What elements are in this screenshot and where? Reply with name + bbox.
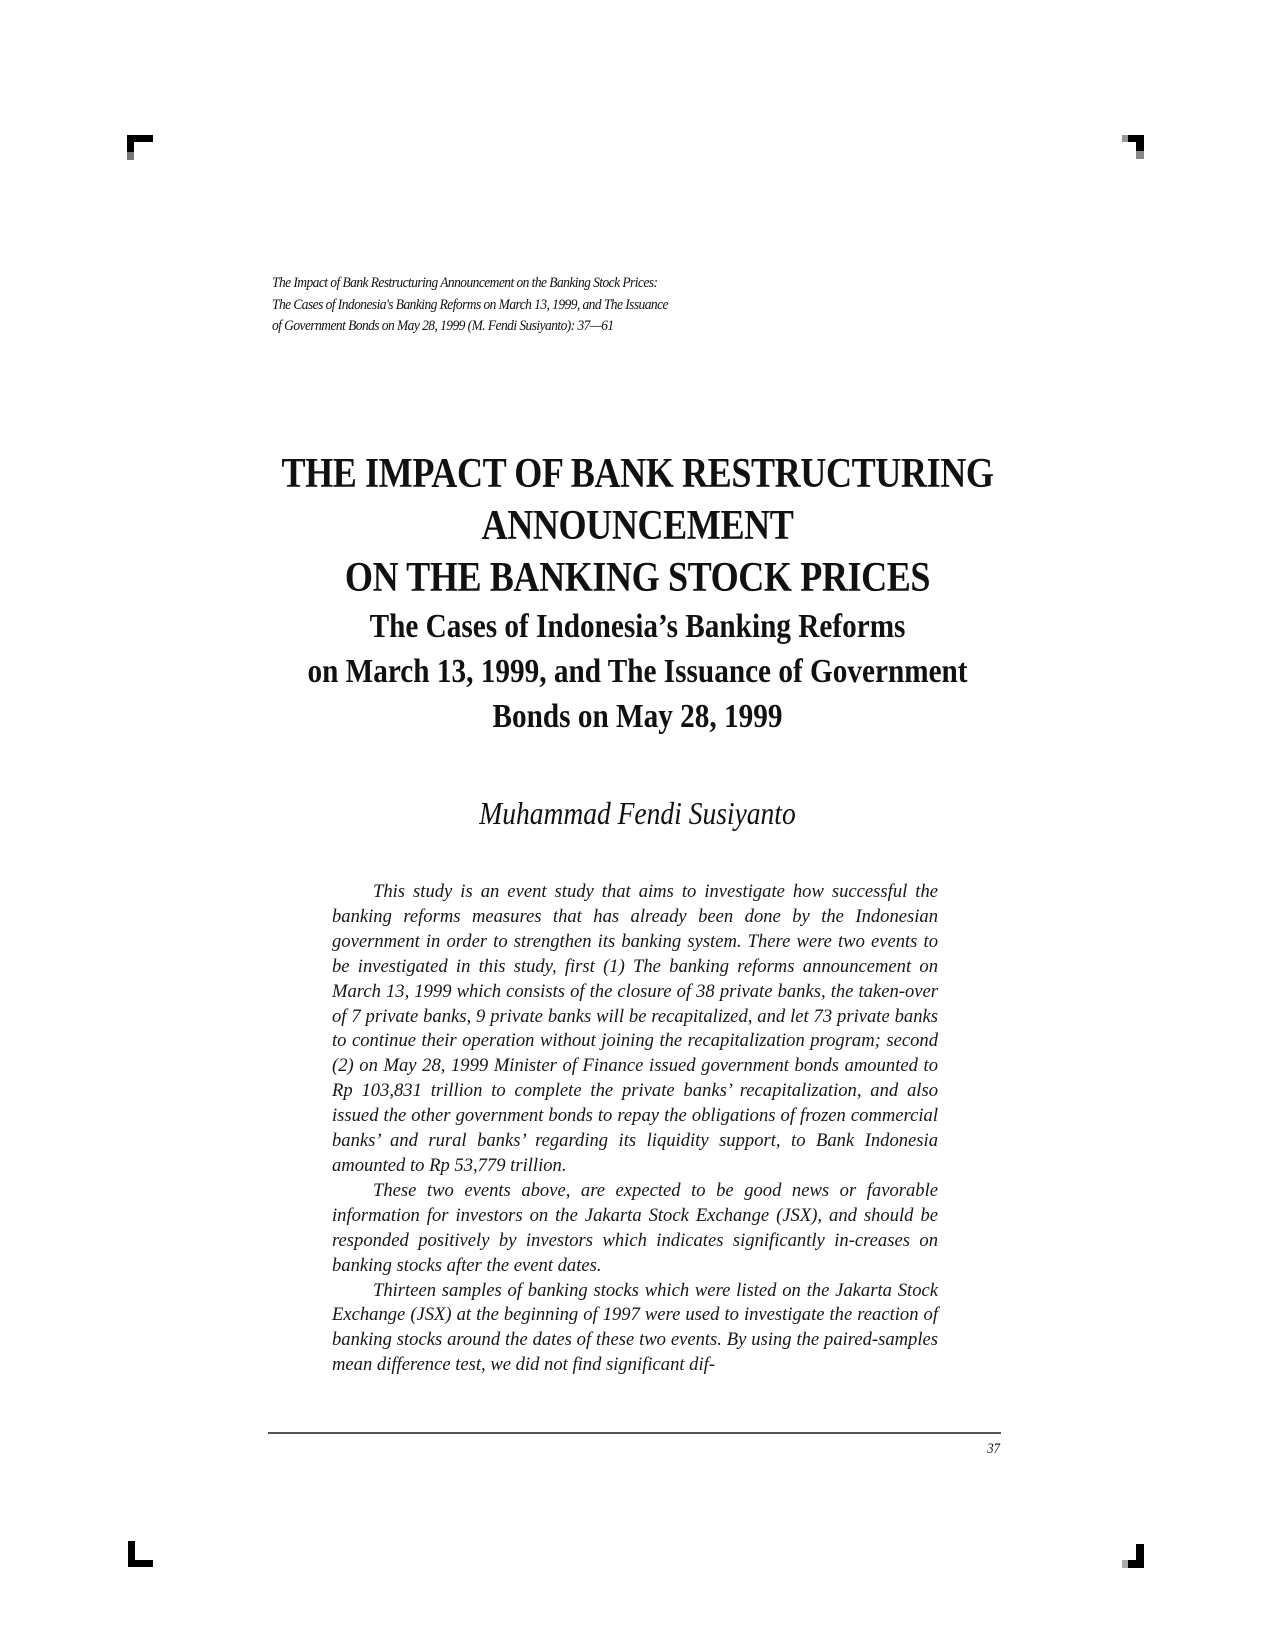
- running-head-line: The Impact of Bank Restructuring Announcement on the Banking Stock Prices:: [272, 275, 658, 291]
- running-head: [272, 273, 756, 338]
- paper-title: [89, 448, 1186, 604]
- footer-rule: [268, 1432, 1001, 1434]
- abstract-paragraph: This study is an event study that aims to investigate how successful the banking reforms measures that has already been done by the Indonesian government in order to strengthen its banking system. There were two events to be investigated in this study, first (1) The banking reforms announcement on March 13, 1999 which consists of the closure of 38 private banks, the taken-over of 7 private banks, 9 private banks will be recapitalized, and let 73 private banks to continue their operation without joining the recapitalization program; second (2) on May 28, 1999 Minister of Finance issued government bonds amounted to Rp 103,831 trillion to complete the private banks’ recapitalization, and also issued the other government bonds to repay the obligations of frozen commercial banks’ and rural banks’ regarding its liquidity support, to Bank Indonesia amounted to Rp 53,779 trillion.: [332, 881, 938, 1176]
- title-line: ON THE BANKING STOCK PRICES: [344, 555, 931, 601]
- subtitle-line: on March 13, 1999, and The Issuance of Government: [307, 653, 968, 690]
- crop-mark-bottom-left-horizontal: [128, 1560, 153, 1567]
- abstract-paragraph: Thirteen samples of banking stocks which were listed on the Jakarta Stock Exchange (JSX) at the beginning of 1997 were used to investigate the reaction of banking stocks around the dates of these two events. By using the paired-samples mean difference test, we did not find significant dif-: [332, 1279, 938, 1376]
- title-line: THE IMPACT OF BANK RESTRUCTURING: [281, 451, 994, 497]
- running-head-line: of Government Bonds on May 28, 1999 (M. Fendi Susiyanto): 37—61: [272, 318, 614, 334]
- abstract: [332, 880, 938, 1378]
- running-head-line: The Cases of Indonesia's Banking Reforms on March 13, 1999, and The Issuance: [272, 296, 668, 313]
- paper-subtitle: [89, 604, 1186, 739]
- page-number: 37: [987, 1441, 1000, 1457]
- author-name: Muhammad Fendi Susiyanto: [479, 795, 796, 831]
- crop-mark-top-right-vertical: [1136, 135, 1144, 159]
- title-line: ANNOUNCEMENT: [481, 503, 794, 549]
- crop-mark-top-left-vertical: [127, 135, 134, 160]
- abstract-paragraph: These two events above, are expected to be good news or favorable information for investors on the Jakarta Stock Exchange (JSX), and should be responded positively by investors which indicates significantly in-creases on banking stocks after the event dates.: [332, 1179, 938, 1276]
- subtitle-line: The Cases of Indonesia’s Banking Reforms: [369, 608, 906, 645]
- subtitle-line: Bonds on May 28, 1999: [492, 698, 783, 735]
- crop-mark-bottom-right-horizontal: [1122, 1560, 1144, 1568]
